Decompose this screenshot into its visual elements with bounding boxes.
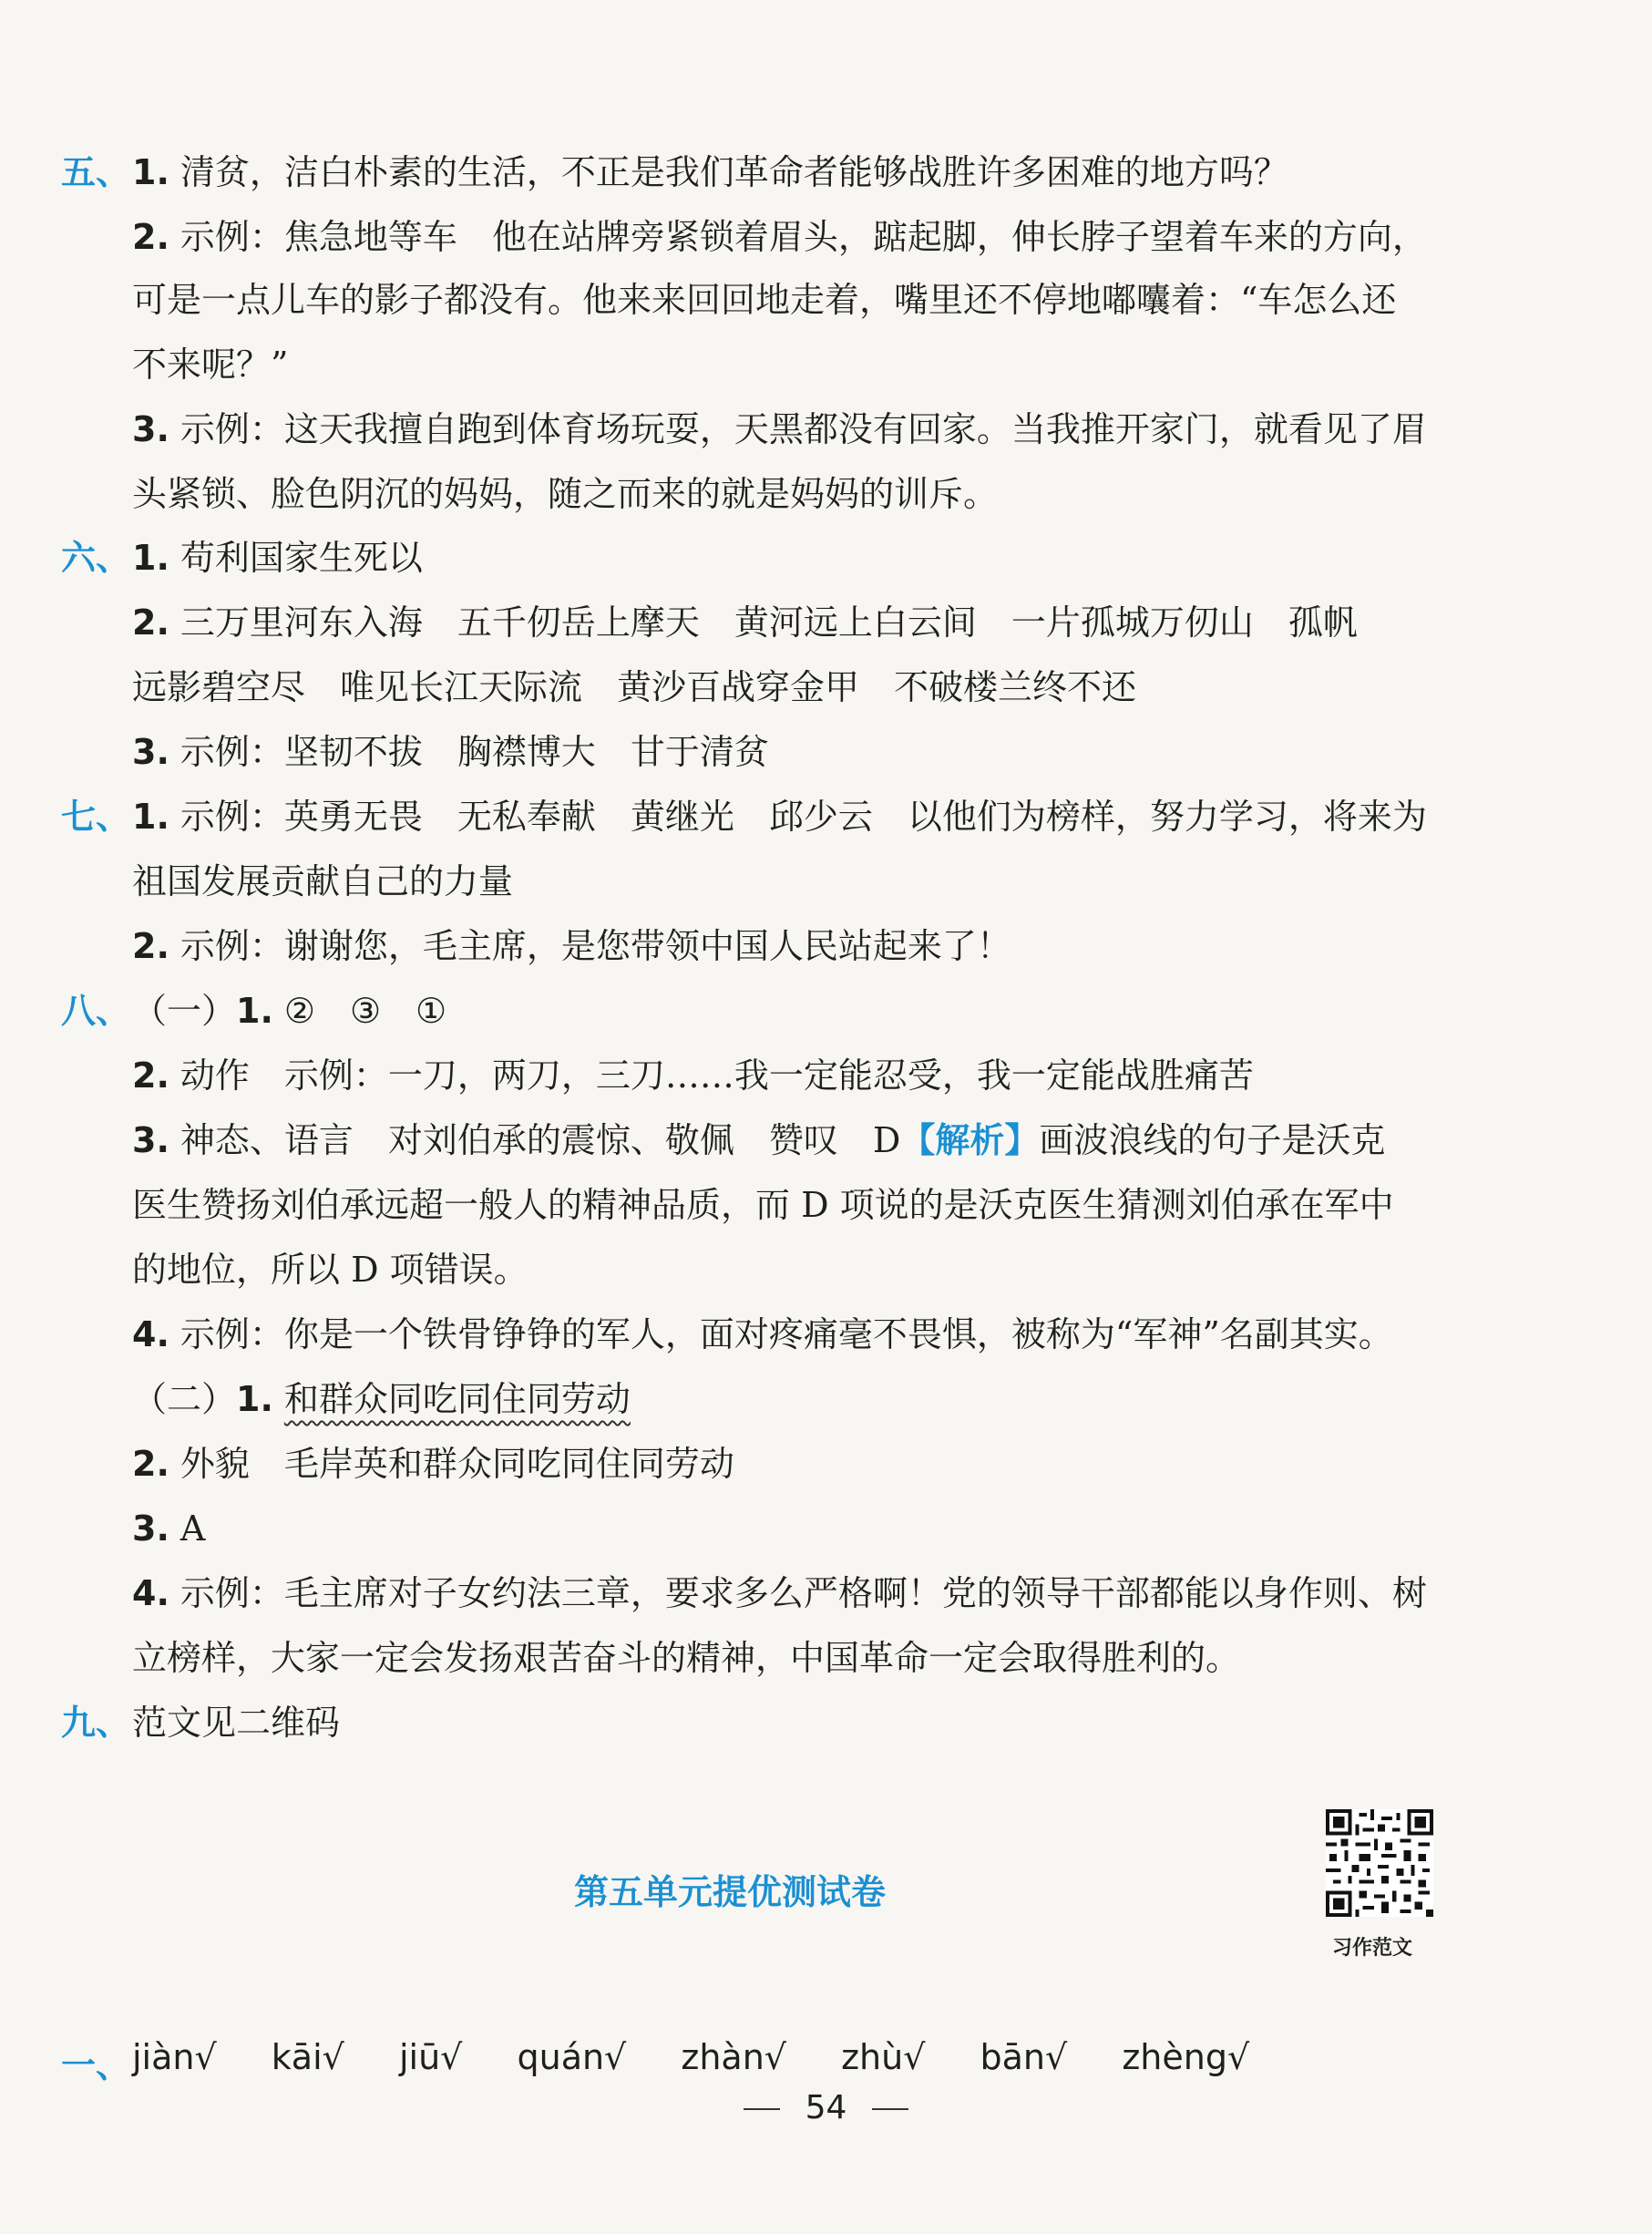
s8-p1-q2: 2. 动作 示例：一刀，两刀，三刀……我一定能忍受，我一定能战胜痛苦: [132, 1055, 1254, 1096]
pinyin-item: zhèng√: [1122, 2037, 1250, 2077]
s8-p2-q2: 2. 外貌 毛岸英和群众同吃同住同劳动: [132, 1444, 734, 1484]
s6-q3: 3. 示例：坚韧不拔 胸襟博大 甘于清贫: [132, 732, 769, 772]
divider: [872, 2108, 908, 2110]
s5-q3-cont: 头紧锁、脸色阴沉的妈妈，随之而来的就是妈妈的训斥。: [132, 474, 999, 514]
s6-q2: 2. 三万里河东入海 五千仞岳上摩天 黄河远上白云间 一片孤城万仞山 孤帆: [132, 602, 1358, 643]
section-number: 七、: [61, 797, 131, 837]
s8-p1-q3-cont: 医生赞扬刘伯承远超一般人的精神品质，而 D 项说的是沃克医生猜测刘伯承在军中: [132, 1185, 1394, 1225]
page-number: 54: [0, 2089, 1652, 2126]
s7-q2: 2. 示例：谢谢您，毛主席，是您带领中国人民站起来了！: [132, 926, 1011, 966]
s9: 九、 范文见二维码: [61, 1703, 341, 1743]
analysis-tag: 【解析】: [900, 1120, 1040, 1160]
section-number: 八、: [61, 991, 131, 1031]
s8-p1-q3: 3. 神态、语言 对刘伯承的震惊、敬佩 赞叹 D【解析】画波浪线的句子是沃克: [132, 1120, 1386, 1160]
qr-label: 习作范文: [1332, 1937, 1413, 1960]
qr-code-icon[interactable]: [1326, 1809, 1433, 1917]
divider: [744, 2108, 780, 2110]
s5-q3: 3. 示例：这天我擅自跑到体育场玩耍，天黑都没有回家。当我推开家门，就看见了眉: [132, 409, 1427, 449]
page-title: 第五单元提优测试卷: [574, 1872, 887, 1912]
s7-q1-cont: 祖国发展贡献自己的力量: [132, 861, 514, 901]
s6-q1: 六、 1. 苟利国家生死以: [61, 538, 423, 578]
s6-q2-cont: 远影碧空尽 唯见长江天际流 黄沙百战穿金甲 不破楼兰终不还: [132, 667, 1137, 707]
s7-q1: 七、 1. 示例：英勇无畏 无私奉献 黄继光 邱少云 以他们为榜样，努力学习，将来为: [61, 797, 1427, 837]
s5-q2-cont: 可是一点儿车的影子都没有。他来来回回地走着，嘴里还不停地嘟囔着：“车怎么还: [132, 280, 1397, 320]
pinyin-item: kāi√: [271, 2037, 344, 2077]
s8-p1-q4: 4. 示例：你是一个铁骨铮铮的军人，面对疼痛毫不畏惧，被称为“军神”名副其实。: [132, 1314, 1393, 1354]
pinyin-item: zhù√: [841, 2037, 926, 2077]
s8-p2-q4: 4. 示例：毛主席对子女约法三章，要求多么严格啊！党的领导干部都能以身作则、树: [132, 1573, 1427, 1613]
s5-q1: 五、 1. 清贫，洁白朴素的生活，不正是我们革命者能够战胜许多困难的地方吗？: [61, 152, 1288, 192]
section-number: 九、: [61, 1703, 131, 1743]
pinyin-item: bān√: [980, 2037, 1068, 2077]
section-number: 六、: [61, 538, 131, 578]
s5-q2: 2. 示例：焦急地等车 他在站牌旁紧锁着眉头，踮起脚，伸长脖子望着车来的方向，: [132, 217, 1427, 257]
s5-q2-cont: 不来呢？”: [132, 345, 289, 385]
pinyin-answers: [61, 2037, 1293, 2085]
s8-p2-q3: 3. A: [132, 1508, 206, 1549]
s8-p1-q3-cont: 的地位，所以 D 项错误。: [132, 1250, 528, 1290]
s8-p2-q1: （二）1. 和群众同吃同住同劳动: [132, 1379, 631, 1419]
s8-p1-q1: 八、 （一）1. ② ③ ①: [61, 991, 447, 1031]
pinyin-item: jiū√: [398, 2037, 463, 2077]
pinyin-item: jiàn√: [132, 2037, 217, 2077]
section-number: 五、: [61, 152, 131, 192]
pinyin-item: zhàn√: [681, 2037, 786, 2077]
section-number: 一、: [61, 2045, 131, 2085]
pinyin-item: quán√: [517, 2037, 627, 2077]
s8-p2-q4-cont: 立榜样，大家一定会发扬艰苦奋斗的精神，中国革命一定会取得胜利的。: [132, 1638, 1241, 1678]
